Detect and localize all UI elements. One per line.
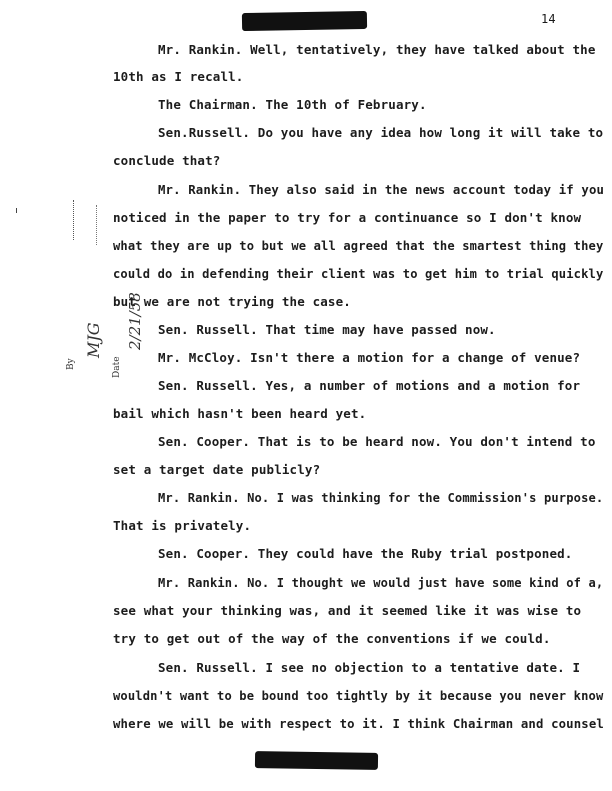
transcript-line: Sen. Russell. That time may have passed now. bbox=[158, 322, 496, 337]
page-number: 14 bbox=[541, 12, 556, 26]
transcript-line: Mr. Rankin. No. I thought we would just have some kind of a, bbox=[158, 575, 604, 590]
declassification-stamp bbox=[40, 250, 144, 400]
transcript-line: The Chairman. The 10th of February. bbox=[158, 97, 427, 112]
stamp-initials: MJG bbox=[84, 322, 103, 358]
stamp-dotted-line bbox=[96, 205, 98, 245]
transcript-line: bail which hasn't been heard yet. bbox=[113, 406, 367, 421]
transcript-line: conclude that? bbox=[113, 153, 221, 168]
stamp-date-label: Date bbox=[112, 356, 122, 378]
transcript-line: could do in defending their client was to get him to trial quickly bbox=[113, 266, 604, 281]
margin-tick-mark bbox=[16, 208, 17, 213]
transcript-line: see what your thinking was, and it seemed like it was wise to bbox=[113, 603, 582, 618]
transcript-line: wouldn't want to be bound too tightly by it because you never know bbox=[113, 688, 604, 703]
transcript-line: try to get out of the way of the conventions if we could. bbox=[113, 631, 551, 646]
transcript-line: 10th as I recall. bbox=[113, 69, 244, 84]
transcript-line: Sen. Russell. I see no objection to a tentative date. I bbox=[158, 660, 581, 675]
transcript-line: noticed in the paper to try for a continuance so I don't know bbox=[113, 210, 582, 225]
stamp-dotted-line bbox=[73, 200, 75, 240]
stamp-date: 2/21/58 bbox=[126, 292, 144, 350]
transcript-line: Sen.Russell. Do you have any idea how long it will take to bbox=[158, 125, 604, 140]
transcript-line: but we are not trying the case. bbox=[113, 294, 351, 309]
transcript-line: Mr. McCloy. Isn't there a motion for a change of venue? bbox=[158, 350, 581, 365]
transcript-line: what they are up to but we all agreed that the smartest thing they bbox=[113, 238, 604, 253]
transcript-line: Sen. Cooper. That is to be heard now. You don't intend to bbox=[158, 434, 596, 449]
redaction-bar-bottom bbox=[255, 751, 378, 770]
transcript-line: Mr. Rankin. They also said in the news account today if you bbox=[158, 182, 605, 197]
redaction-bar-top bbox=[242, 11, 367, 31]
transcript-line: Sen. Russell. Yes, a number of motions and a motion for bbox=[158, 378, 581, 393]
transcript-line: Mr. Rankin. No. I was thinking for the Commission's purpose. bbox=[158, 490, 604, 505]
transcript-line: Sen. Cooper. They could have the Ruby trial postponed. bbox=[158, 546, 573, 561]
transcript-line: That is privately. bbox=[113, 518, 252, 533]
stamp-by-label: By bbox=[66, 358, 76, 370]
transcript-line: Mr. Rankin. Well, tentatively, they have talked about the bbox=[158, 42, 596, 57]
transcript-line: where we will be with respect to it. I think Chairman and counsel bbox=[113, 716, 604, 731]
transcript-line: set a target date publicly? bbox=[113, 462, 321, 477]
